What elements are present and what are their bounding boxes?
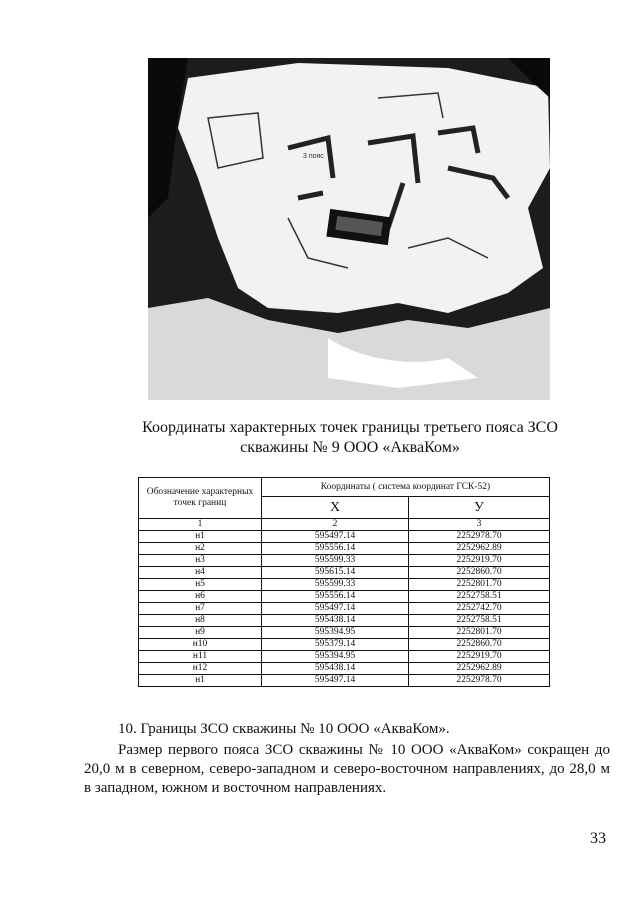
cell-x: 595497.14 [262,531,409,543]
cell-point: н2 [139,543,262,555]
section-body: Размер первого пояса ЗСО скважины № 10 ООО «АкваКом» сокращен до 20,0 м в северном, северо-западном и северо-восточном направлениях, до 28,0 м в западном, южном и восточном направлениях. [84,742,610,796]
cell-y: 2252919.70 [409,651,550,663]
coordinates-body [139,531,550,687]
header-y: У [409,497,550,519]
cell-y: 2252801.70 [409,627,550,639]
cell-point: н5 [139,579,262,591]
cell-y: 2252860.70 [409,639,550,651]
table-row [139,663,550,675]
table-row [139,567,550,579]
cell-point: н1 [139,675,262,687]
cell-x: 595394.95 [262,651,409,663]
table-caption [140,418,560,458]
table-row [139,675,550,687]
column-number-3: 3 [409,519,550,531]
cell-x: 595438.14 [262,615,409,627]
cell-point: н12 [139,663,262,675]
map-label: 3 пояс [303,153,324,160]
cell-x: 595497.14 [262,675,409,687]
cell-point: н9 [139,627,262,639]
cell-x: 595379.14 [262,639,409,651]
column-number-2: 2 [262,519,409,531]
cell-x: 595556.14 [262,591,409,603]
cell-point: н7 [139,603,262,615]
cell-y: 2252742.70 [409,603,550,615]
cell-y: 2252860.70 [409,567,550,579]
cell-x: 595599.33 [262,579,409,591]
table-row [139,603,550,615]
table-row [139,639,550,651]
header-coordinates: Координаты ( система координат ГСК-52) [262,478,550,497]
cell-y: 2252962.89 [409,663,550,675]
cell-x: 595394.95 [262,627,409,639]
cell-point: н8 [139,615,262,627]
cell-point: н4 [139,567,262,579]
map-drawing [148,58,550,400]
cell-x: 595497.14 [262,603,409,615]
cell-point: н6 [139,591,262,603]
cell-point: н10 [139,639,262,651]
cell-x: 595599.33 [262,555,409,567]
cell-y: 2252758.51 [409,591,550,603]
table-row [139,627,550,639]
cell-y: 2252801.70 [409,579,550,591]
cell-y: 2252978.70 [409,675,550,687]
page-number: 33 [590,830,606,847]
cell-y: 2252978.70 [409,531,550,543]
table-row [139,651,550,663]
table-row [139,555,550,567]
table-row [139,615,550,627]
table-row [139,531,550,543]
table-row [139,543,550,555]
header-x: X [262,497,409,519]
cell-x: 595615.14 [262,567,409,579]
header-designation: Обозначение характерных точек границ [139,478,262,519]
cell-point: н1 [139,531,262,543]
cell-y: 2252962.89 [409,543,550,555]
column-number-1: 1 [139,519,262,531]
cell-point: н3 [139,555,262,567]
map-image [148,58,550,400]
cell-point: н11 [139,651,262,663]
section-heading: 10. Границы ЗСО скважины № 10 ООО «АкваКом». [118,721,450,737]
cell-y: 2252919.70 [409,555,550,567]
caption-line-1: Координаты характерных точек границы третьего пояса ЗСО [142,419,558,436]
caption-line-2: скважины № 9 ООО «АкваКом» [240,439,460,456]
table-row [139,579,550,591]
cell-x: 595438.14 [262,663,409,675]
coordinates-table [138,477,550,687]
cell-y: 2252758.51 [409,615,550,627]
table-row [139,591,550,603]
cell-x: 595556.14 [262,543,409,555]
